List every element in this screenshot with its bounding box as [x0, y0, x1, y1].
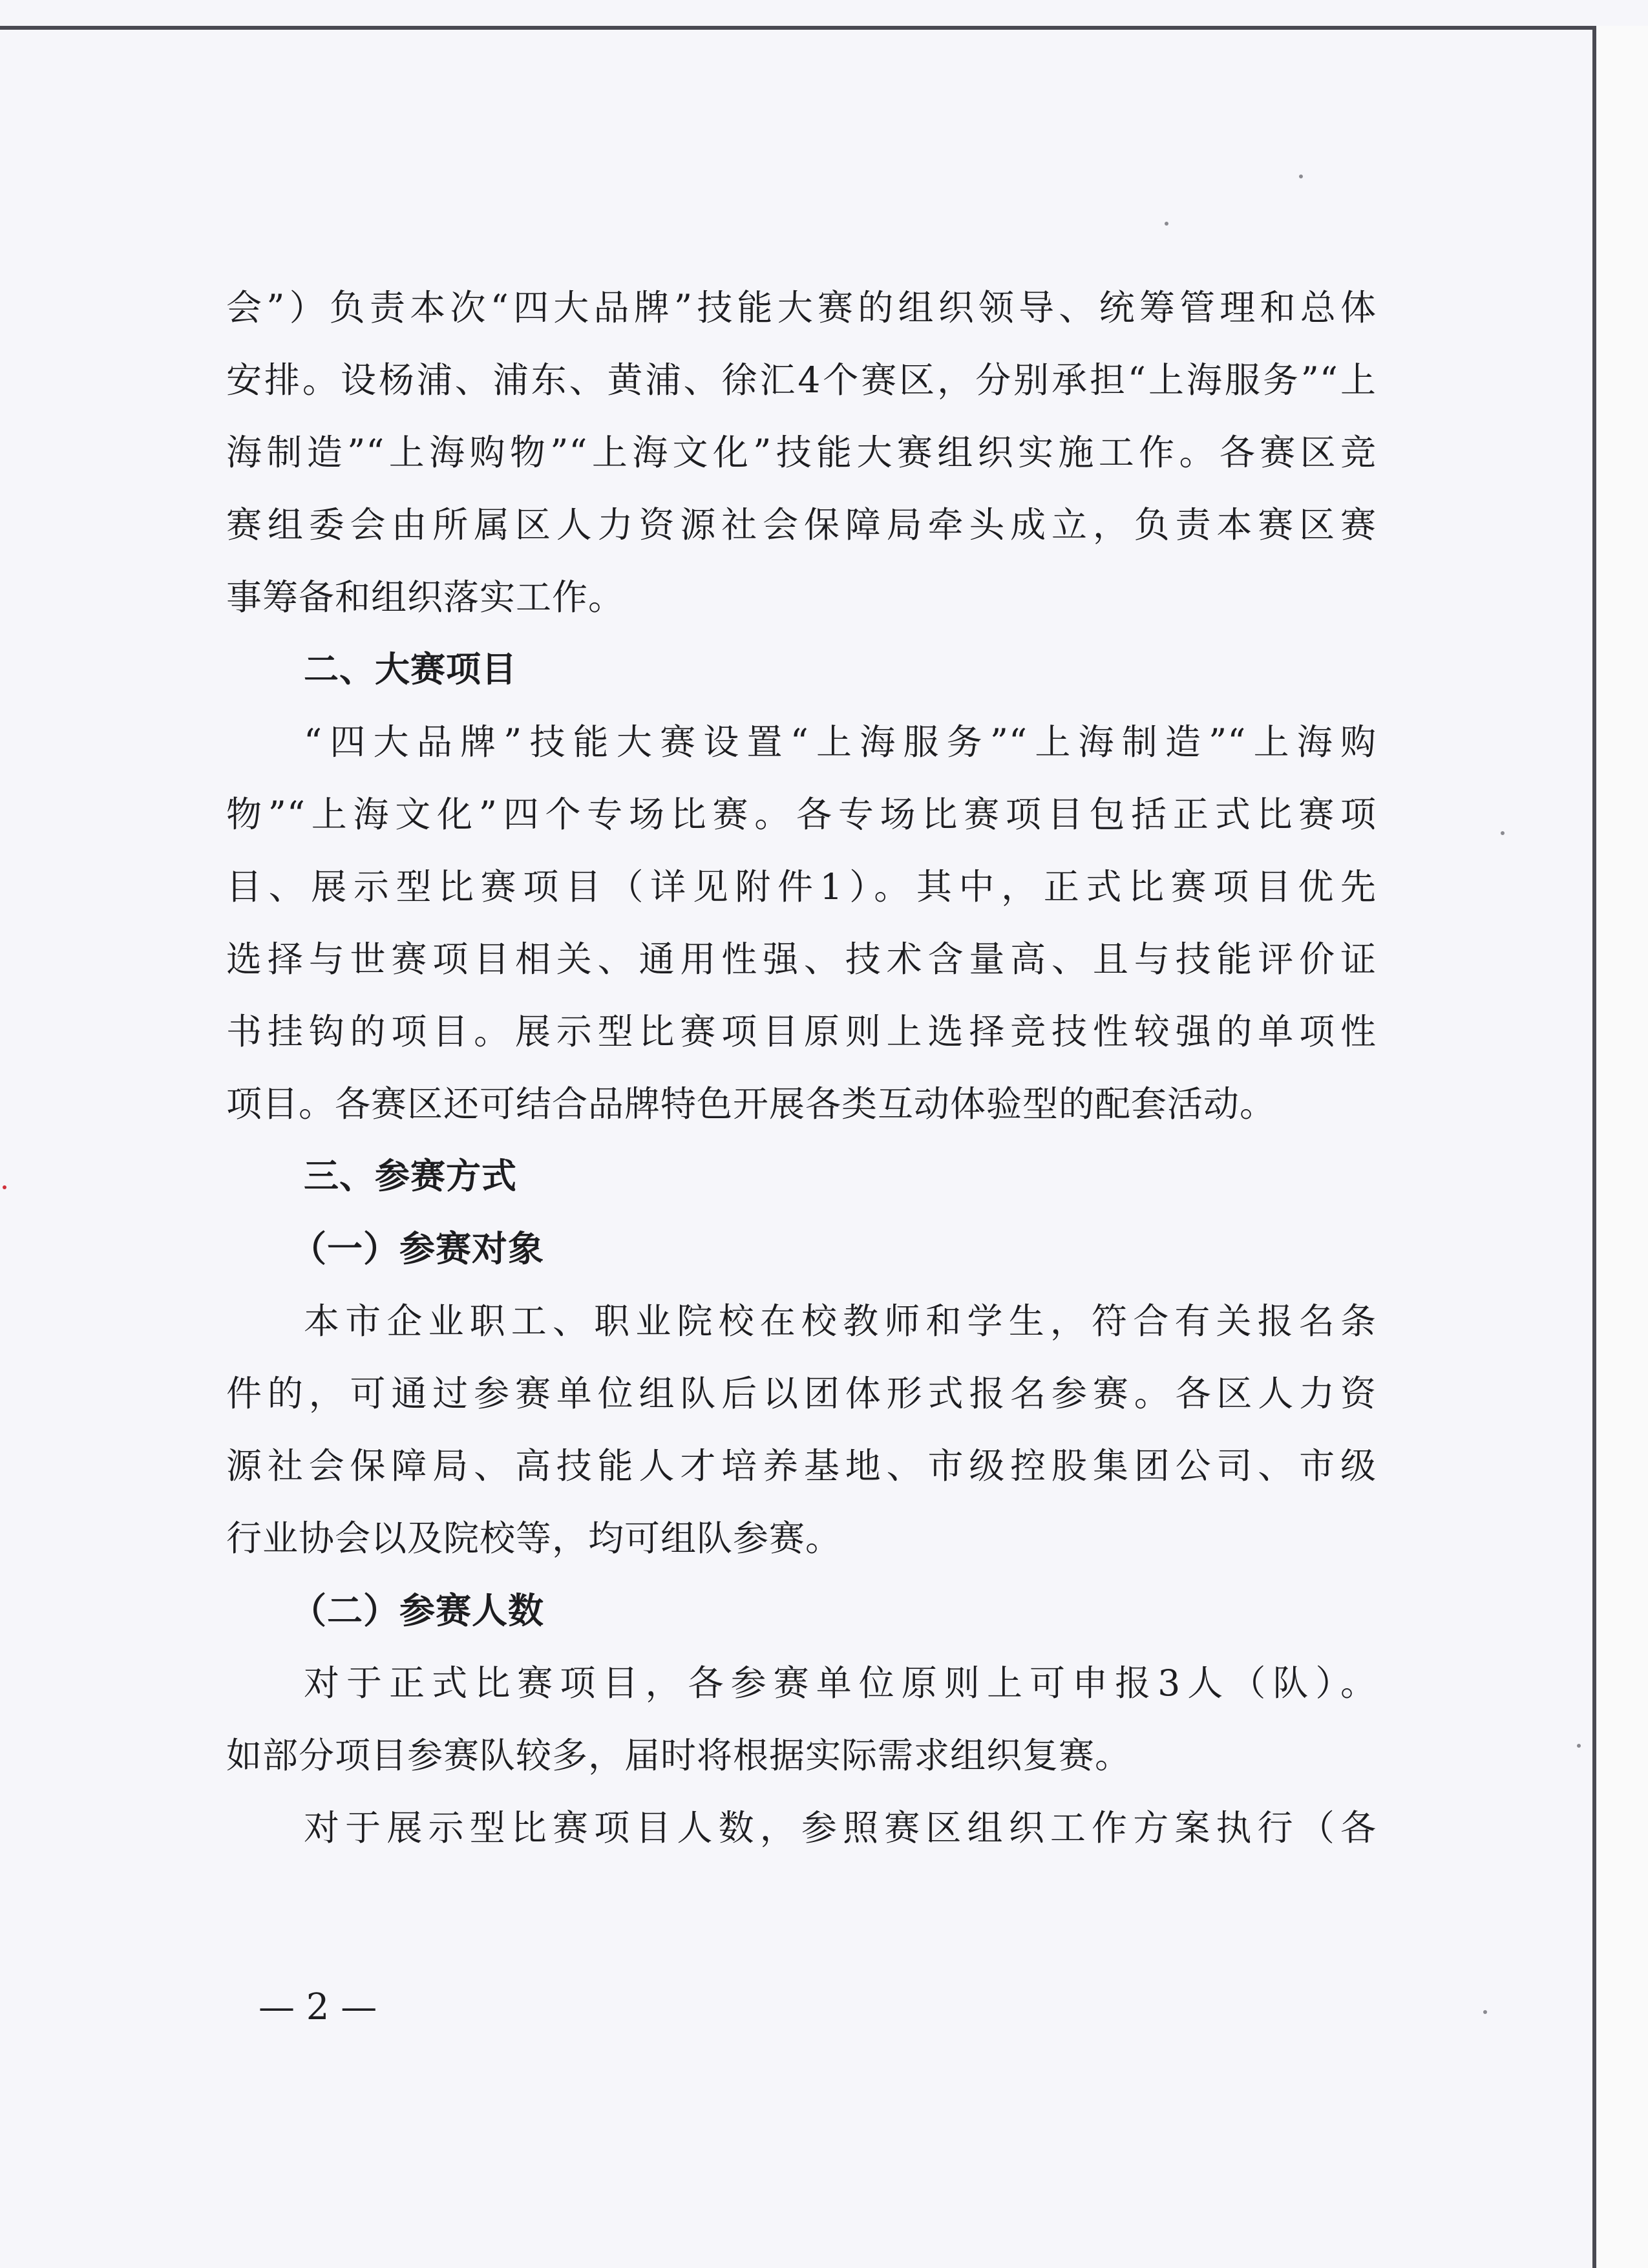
text-line: 项目。各赛区还可结合品牌特色开展各类互动体验型的配套活动。	[226, 1083, 1276, 1125]
text-line: 物”“上海文化”四个专场比赛。各专场比赛项目包括正式比赛项	[226, 794, 1377, 835]
scan-speck	[1299, 175, 1303, 178]
text-line: 件的，可通过参赛单位组队后以团体形式报名参赛。各区人力资	[226, 1373, 1377, 1414]
page-edge-margin	[1596, 26, 1648, 2268]
page-edge-top	[0, 26, 1596, 30]
text-line: 源社会保障局、高技能人才培养基地、市级控股集团公司、市级	[226, 1445, 1377, 1487]
subsection-heading: （一）参赛对象	[291, 1227, 545, 1269]
page-number: — 2 —	[259, 1986, 377, 2028]
text-line: 选择与世赛项目相关、通用性强、技术含量高、且与技能评价证	[226, 938, 1377, 980]
section-heading: 三、参赛方式	[304, 1156, 517, 1196]
document-body	[226, 271, 1377, 1864]
text-line: 行业协会以及院校等，均可组队参赛。	[226, 1518, 842, 1559]
text-line: 会”）负责本次“四大品牌”技能大赛的组织领导、统筹管理和总体	[226, 287, 1377, 328]
text-line: 海制造”“上海购物”“上海文化”技能大赛组织实施工作。各赛区竞	[226, 432, 1377, 473]
scan-speck	[1483, 2010, 1487, 2014]
text-line: 书挂钩的项目。展示型比赛项目原则上选择竞技性较强的单项性	[226, 1011, 1377, 1052]
text-line: 对于正式比赛项目，各参赛单位原则上可申报3人（队）。	[304, 1662, 1377, 1704]
scan-speck	[1501, 831, 1505, 835]
text-line: 事筹备和组织落实工作。	[226, 577, 625, 618]
text-line: 对于展示型比赛项目人数，参照赛区组织工作方案执行（各	[304, 1807, 1377, 1849]
subsection-heading: （二）参赛人数	[291, 1589, 545, 1631]
text-line: 目、展示型比赛项目（详见附件1）。其中，正式比赛项目优先	[226, 866, 1377, 907]
scan-speck	[3, 1185, 6, 1189]
text-line: “四大品牌”技能大赛设置“上海服务”“上海制造”“上海购	[304, 721, 1377, 763]
text-line: 安排。设杨浦、浦东、黄浦、徐汇4个赛区，分别承担“上海服务”“上	[226, 359, 1377, 401]
scan-speck	[1577, 1744, 1581, 1748]
text-line: 本市企业职工、职业院校在校教师和学生，符合有关报名条	[304, 1300, 1377, 1342]
section-heading: 二、大赛项目	[304, 649, 517, 690]
text-line: 如部分项目参赛队较多，届时将根据实际需求组织复赛。	[226, 1735, 1132, 1776]
text-line: 赛组委会由所属区人力资源社会保障局牵头成立，负责本赛区赛	[226, 504, 1377, 546]
scan-speck	[1165, 222, 1168, 226]
